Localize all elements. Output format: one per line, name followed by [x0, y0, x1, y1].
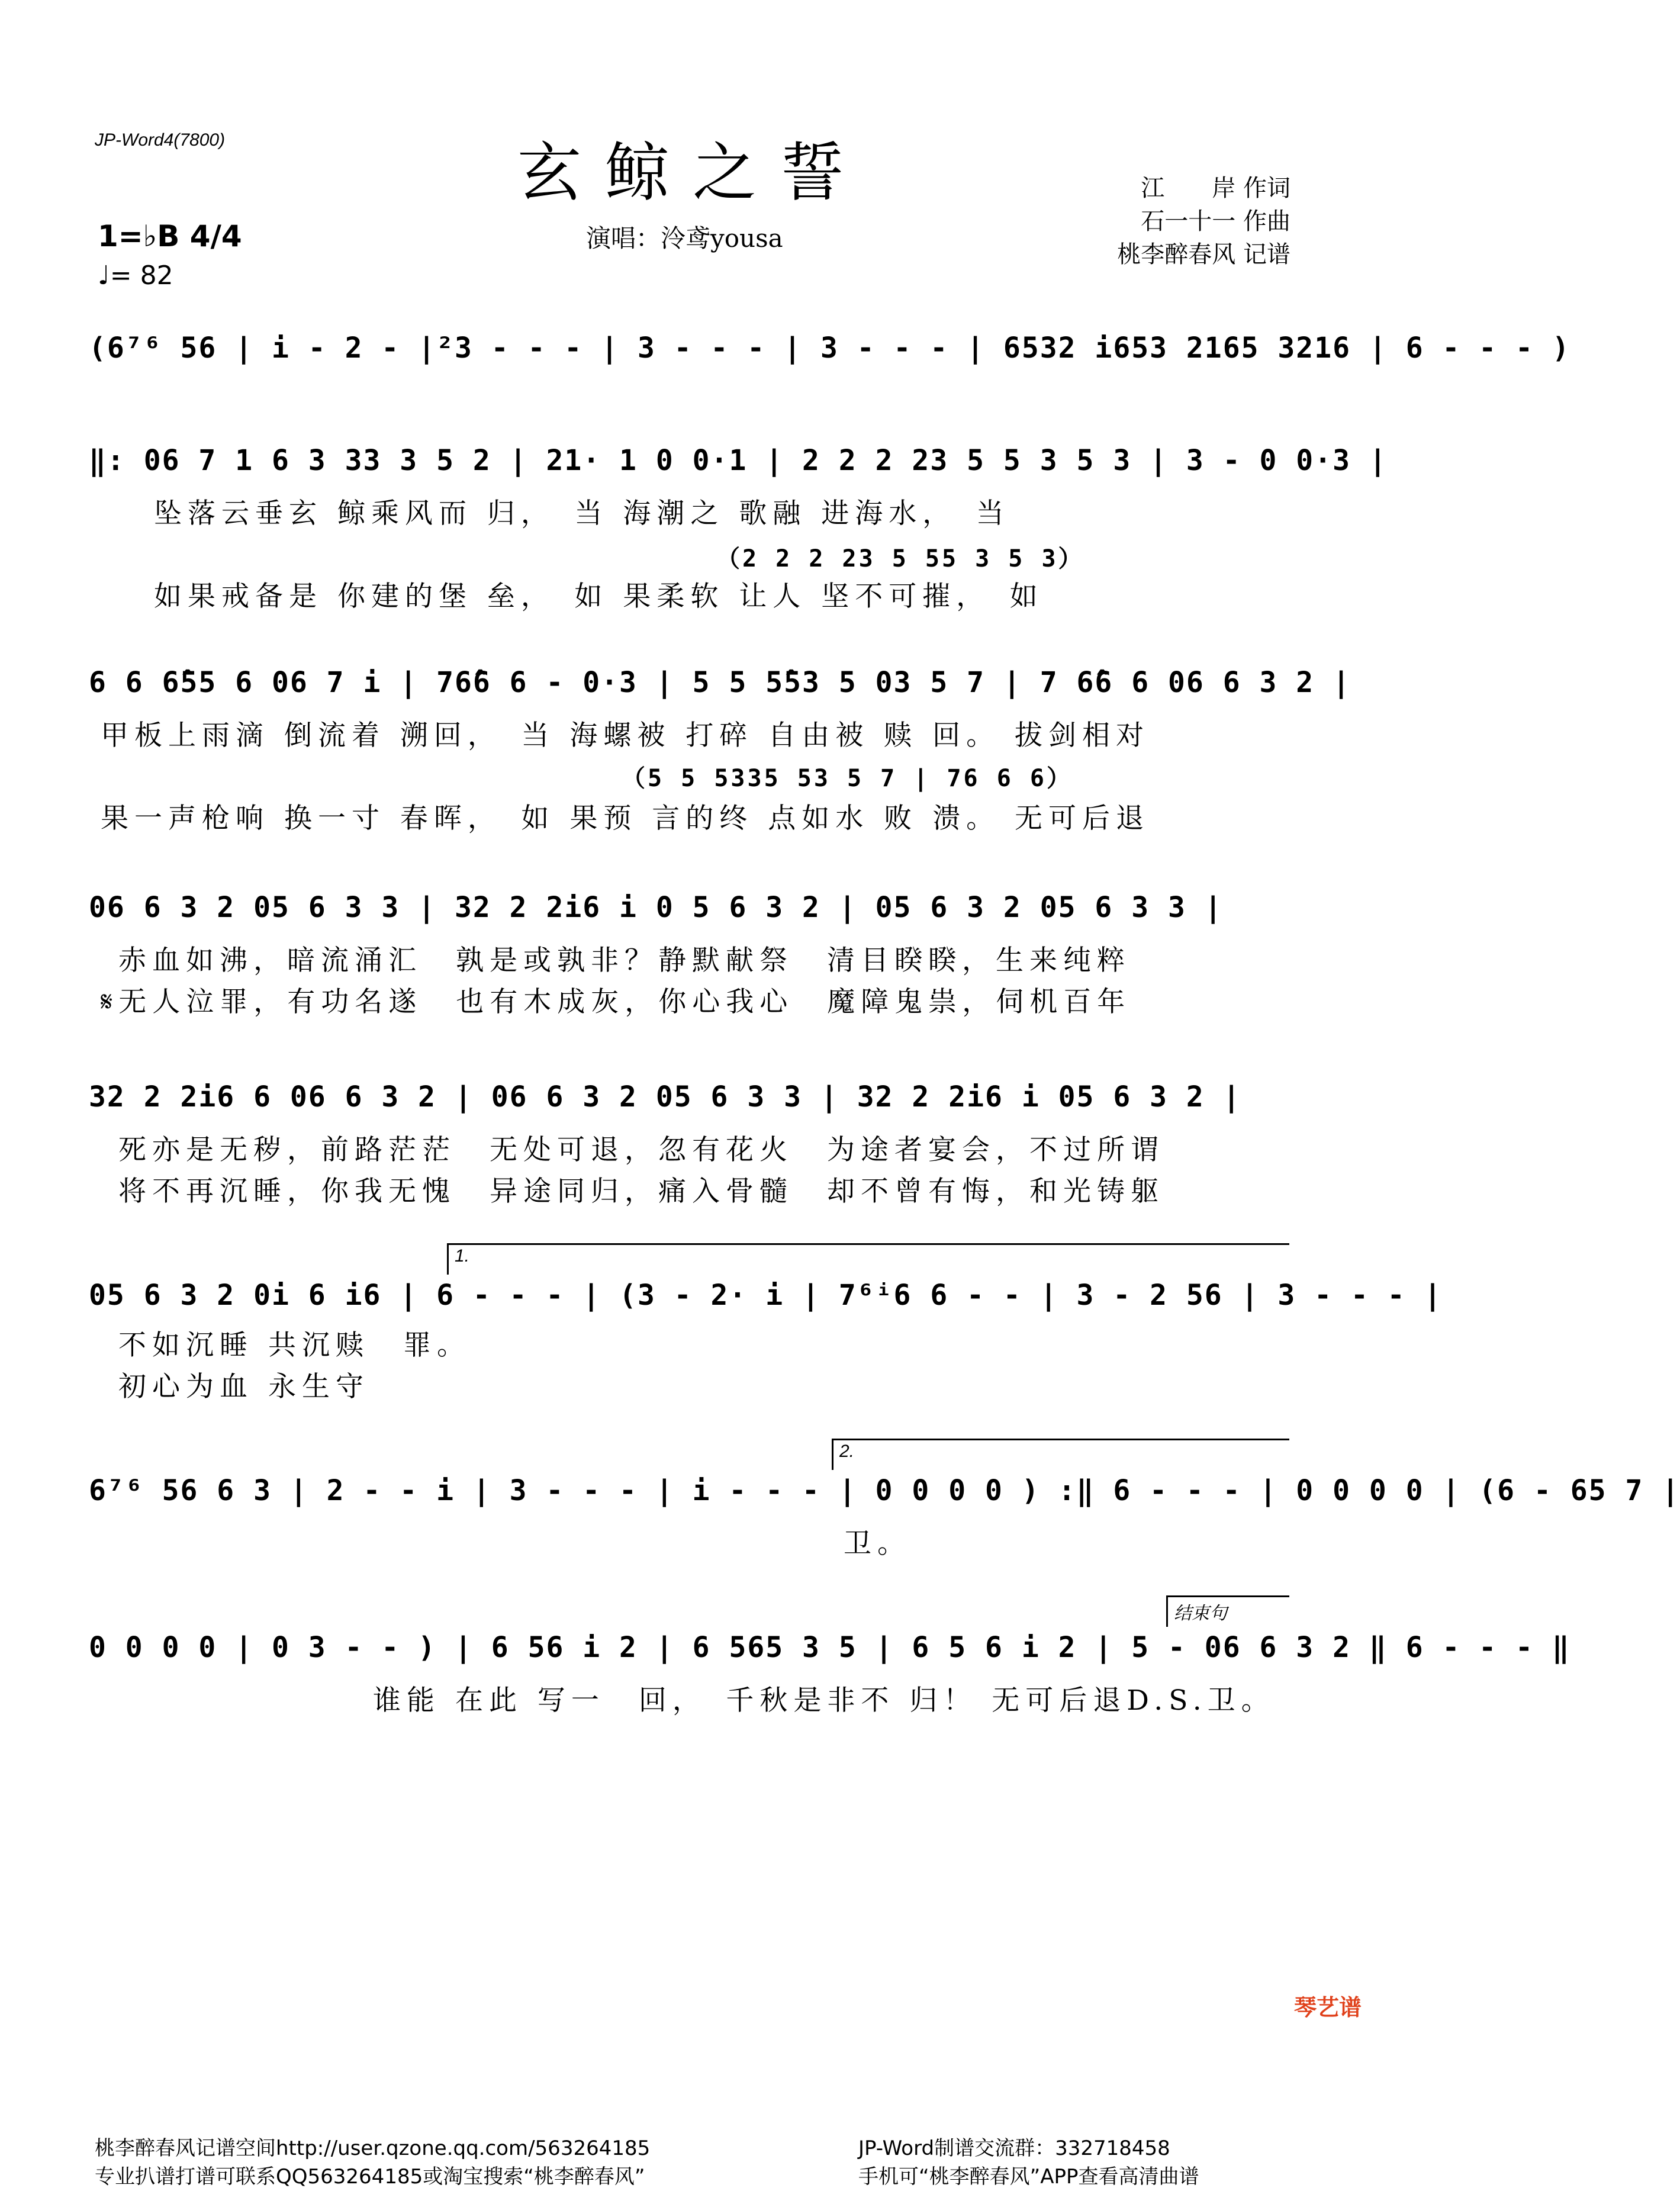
song-title: 玄鲸之誓	[517, 136, 868, 210]
notation-line: 32 2 2i6 6 06 6 3 2 | 06 6 3 2 05 6 3 3 | 32 2 2i6 i 05 6 3 2 |	[89, 1080, 1241, 1114]
lyric-verse-2: 如果戒备是 你建的堡 垒， 如 果柔软 让人 坚不可摧， 如	[154, 580, 1044, 613]
lyric-verse-2: 果一声枪响 换一寸 春晖， 如 果预 言的终 点如水 败 溃。 无可后退	[101, 802, 1150, 835]
watermark-logo: 琴艺谱	[1293, 1994, 1362, 2021]
lyric-verse-2: 将不再沉睡，你我无愧 异途同归，痛入骨髓 却不曾有悔，和光铸躯	[118, 1175, 1164, 1208]
lyric-verse-1: 谁能 在此 写一 回， 千秋是非不 归！ 无可后退D.S.卫。	[373, 1684, 1275, 1717]
volta-bracket-second: 2.	[832, 1439, 1289, 1470]
lyric-verse-1: 赤血如沸，暗流涌汇 孰是或孰非？静默献祭 清目睽睽，生来纯粹	[118, 944, 1131, 977]
volta-bracket-first: 1.	[447, 1243, 1289, 1275]
footer-group: JP-Word制谱交流群：332718458	[858, 2137, 1170, 2160]
software-label: JP-Word4(7800)	[95, 130, 226, 150]
singer-credit: 演唱：泠鸢yousa	[586, 224, 783, 253]
notation-line: (6⁷⁶ 56 | i - 2 - |²3 - - - | 3 - - - | 3 - - - | 6532 i653 2165 3216 | 6 - - - )	[89, 332, 1570, 365]
notation-line: 05 6 3 2 0i 6 i6 | 6 - - - | (3 - 2· i | 7⁶ⁱ6 6 - - | 3 - 2 56 | 3 - - - |	[89, 1279, 1443, 1312]
lyric-alt-notes: （5 5 5335 53 5 7 | 76 6 6）	[622, 765, 1073, 792]
lyricist-credit: 江 岸 作词	[1141, 175, 1290, 202]
lyric-alt-notes: （2 2 2 23 5 55 3 5 3）	[716, 545, 1084, 572]
lyric-verse-1: 死亦是无秽，前路茫茫 无处可退，忽有花火 为途者宴会，不过所谓	[118, 1134, 1164, 1166]
footer-app: 手机可“桃李醉春风”APP查看高清曲谱	[858, 2165, 1199, 2189]
coda-bracket: 结束句	[1166, 1595, 1289, 1627]
footer-contact: 专业扒谱打谱可联系QQ563264185或淘宝搜索“桃李醉春风”	[95, 2165, 645, 2189]
notation-line: 0 0 0 0 | 0 3 - - ) | 6 56 i 2 | 6 565 3 5 | 6 5 6 i 2 | 5 - 06 6 3 2 ‖ 6 - - - ‖	[89, 1631, 1570, 1664]
composer-credit: 石一十一 作曲	[1141, 208, 1290, 235]
notation-line: 6⁷⁶ 56 6 3 | 2 - - i | 3 - - - | i - - - | 0 0 0 0 ) :‖ 6 - - - | 0 0 0 0 | (6 - 65 7 |	[89, 1474, 1680, 1507]
lyric-verse-2: 初心为血 永生守	[118, 1370, 369, 1403]
lyric-verse-1: 坠落云垂玄 鲸乘风而 归， 当 海潮之 歌融 进海水， 当	[154, 497, 1010, 530]
lyric-verse-1: 卫。	[844, 1527, 911, 1560]
lyric-verse-1: 甲板上雨滴 倒流着 溯回， 当 海螺被 打碎 自由被 赎 回。 拔剑相对	[101, 719, 1150, 752]
lyric-verse-2: 𝄋无人泣罪，有功名遂 也有木成灰，你心我心 魔障鬼祟，伺机百年	[101, 986, 1131, 1018]
footer-right	[858, 2134, 1199, 2191]
key-signature: 1=♭B 4/4	[98, 219, 242, 253]
footer-url[interactable]: 桃李醉春风记谱空间http://user.qzone.qq.com/563264185	[95, 2137, 651, 2160]
footer-left	[95, 2134, 650, 2191]
credits-block	[1117, 172, 1290, 271]
tempo-marking: ♩= 82	[98, 260, 173, 291]
transcriber-credit: 桃李醉春风 记谱	[1117, 241, 1290, 268]
lyric-verse-1: 不如沉睡 共沉赎 罪。	[118, 1329, 471, 1362]
notation-line: ‖: 06 7 1 6 3 33 3 5 2 | 21· 1 0 0·1 | 2 2 2 23 5 5 3 5 3 | 3 - 0 0·3 |	[89, 444, 1388, 477]
notation-line: 06 6 3 2 05 6 3 3 | 32 2 2i6 i 0 5 6 3 2 | 05 6 3 2 05 6 3 3 |	[89, 891, 1223, 924]
notation-line: 6 6 6̂55 6 06 7 i | 76̂6 6 - 0·3 | 5 5 5̂53 5 03 5 7 | 7 6̂6 6 06 6 3 2 |	[89, 666, 1351, 699]
